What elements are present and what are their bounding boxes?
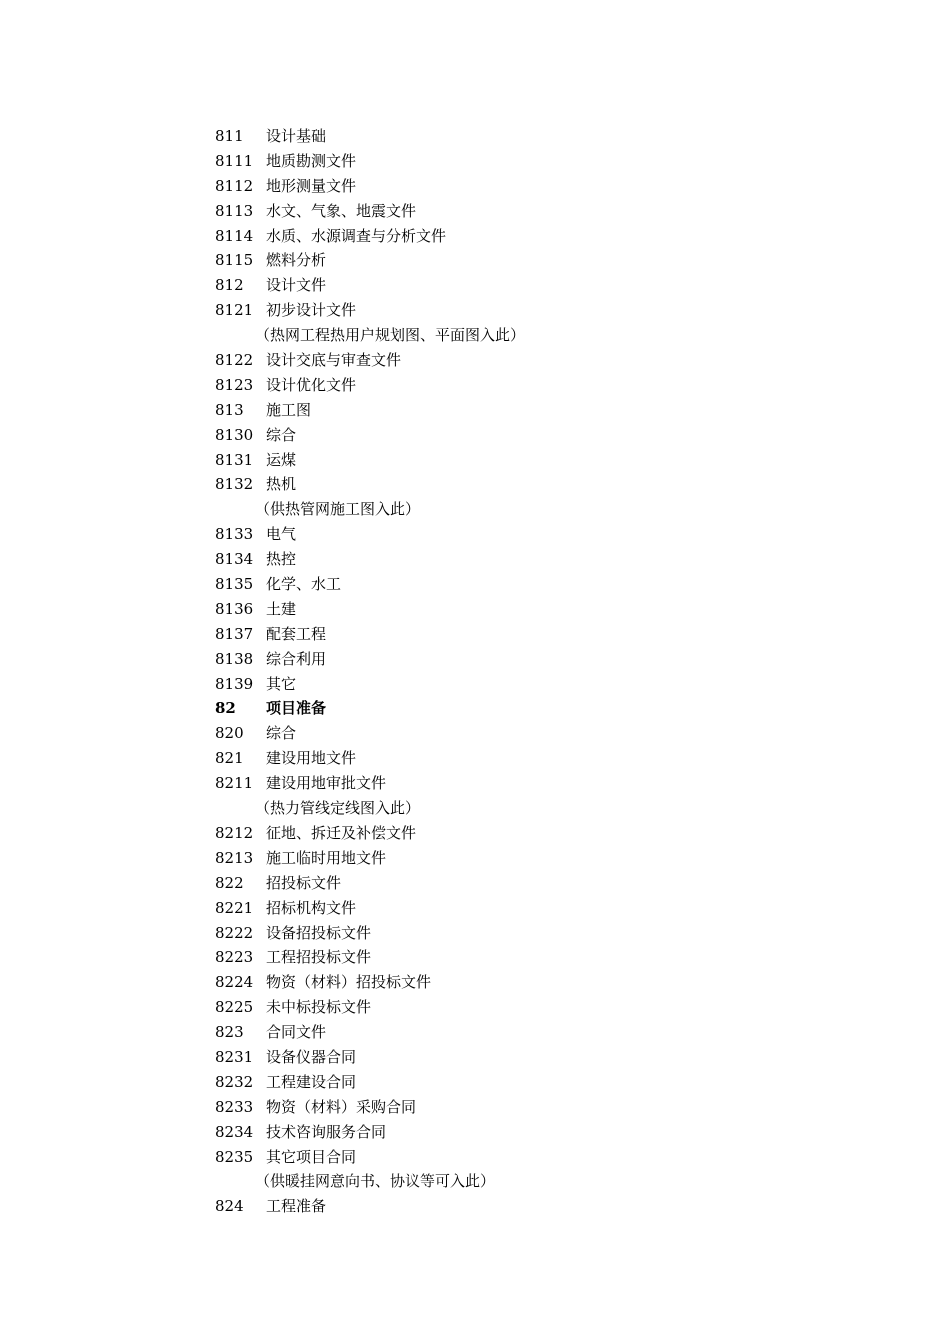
list-item bbox=[215, 572, 855, 597]
item-label: 燃料分析 bbox=[266, 251, 327, 270]
list-item bbox=[215, 1145, 855, 1170]
list-item bbox=[215, 672, 855, 697]
item-label: 配套工程 bbox=[266, 624, 327, 643]
item-label: 招投标文件 bbox=[266, 873, 342, 892]
item-code: 8235 bbox=[215, 1147, 254, 1166]
item-code: 8232 bbox=[215, 1072, 254, 1091]
list-item bbox=[215, 821, 855, 846]
item-label: 建设用地文件 bbox=[266, 749, 357, 768]
list-item bbox=[215, 373, 855, 398]
list-item bbox=[215, 273, 855, 298]
list-item bbox=[215, 1095, 855, 1120]
item-label: 征地、拆迁及补偿文件 bbox=[266, 823, 417, 842]
list-item bbox=[215, 995, 855, 1020]
list-item bbox=[215, 896, 855, 921]
list-item bbox=[215, 647, 855, 672]
list-item bbox=[215, 746, 855, 771]
list-item bbox=[215, 696, 855, 721]
list-item bbox=[215, 348, 855, 373]
list-item bbox=[215, 871, 855, 896]
item-code: 8137 bbox=[215, 624, 254, 643]
item-code: 8211 bbox=[215, 774, 254, 793]
item-label: 化学、水工 bbox=[266, 575, 342, 594]
item-code: 8213 bbox=[215, 848, 254, 867]
item-label: 建设用地审批文件 bbox=[266, 774, 387, 793]
item-code: 8139 bbox=[215, 674, 254, 693]
item-label: 物资（材料）招投标文件 bbox=[266, 973, 432, 992]
item-code: 813 bbox=[215, 400, 244, 419]
item-label: 施工图 bbox=[266, 400, 312, 419]
list-item bbox=[215, 423, 855, 448]
list-item bbox=[215, 846, 855, 871]
item-code: 8138 bbox=[215, 649, 254, 668]
item-label: 热控 bbox=[266, 550, 297, 569]
list-item bbox=[215, 945, 855, 970]
item-code: 8123 bbox=[215, 375, 254, 394]
item-label: 土建 bbox=[266, 599, 297, 618]
item-label: 综合 bbox=[266, 425, 297, 444]
list-item bbox=[215, 1120, 855, 1145]
item-label: 电气 bbox=[266, 525, 297, 544]
item-code: 8113 bbox=[215, 201, 254, 220]
item-code: 8135 bbox=[215, 575, 254, 594]
item-label: 技术咨询服务合同 bbox=[266, 1122, 387, 1141]
item-code: 820 bbox=[215, 724, 244, 743]
item-label: 其它 bbox=[266, 674, 297, 693]
item-label: 地形测量文件 bbox=[266, 176, 357, 195]
item-code: 8231 bbox=[215, 1047, 254, 1066]
list-item bbox=[215, 1045, 855, 1070]
item-label: 综合 bbox=[266, 724, 297, 743]
item-label: 未中标投标文件 bbox=[266, 998, 372, 1017]
item-label: 运煤 bbox=[266, 450, 297, 469]
item-code: 822 bbox=[215, 873, 244, 892]
list-item bbox=[215, 597, 855, 622]
item-label: 合同文件 bbox=[266, 1023, 327, 1042]
list-item bbox=[215, 448, 855, 473]
list-note bbox=[215, 1169, 855, 1194]
item-label: 设备仪器合同 bbox=[266, 1047, 357, 1066]
list-item bbox=[215, 174, 855, 199]
item-label: 水文、气象、地震文件 bbox=[266, 201, 417, 220]
list-item bbox=[215, 1070, 855, 1095]
item-label: 工程建设合同 bbox=[266, 1072, 357, 1091]
list-item bbox=[215, 970, 855, 995]
list-item bbox=[215, 622, 855, 647]
list-item bbox=[215, 224, 855, 249]
item-code: 821 bbox=[215, 749, 244, 768]
list-item bbox=[215, 398, 855, 423]
item-code: 8224 bbox=[215, 973, 254, 992]
item-code: 8234 bbox=[215, 1122, 254, 1141]
item-code: 8136 bbox=[215, 599, 254, 618]
item-label: 工程招投标文件 bbox=[266, 948, 372, 967]
item-code: 8122 bbox=[215, 351, 254, 370]
item-code: 8132 bbox=[215, 475, 254, 494]
item-label: 地质勘测文件 bbox=[266, 151, 357, 170]
list-item bbox=[215, 921, 855, 946]
item-note-text: （热网工程热用户规划图、平面图入此） bbox=[255, 326, 526, 345]
item-note-text: （供暖挂网意向书、协议等可入此） bbox=[255, 1172, 496, 1191]
list-note bbox=[215, 796, 855, 821]
item-label: 设计交底与审查文件 bbox=[266, 351, 402, 370]
item-code: 812 bbox=[215, 276, 244, 295]
list-note bbox=[215, 497, 855, 522]
item-code: 8111 bbox=[215, 151, 254, 170]
item-code: 8121 bbox=[215, 301, 254, 320]
item-code: 8114 bbox=[215, 226, 254, 245]
item-label: 项目准备 bbox=[266, 699, 327, 718]
list-item bbox=[215, 248, 855, 273]
item-code: 8233 bbox=[215, 1097, 254, 1116]
item-code: 8223 bbox=[215, 948, 254, 967]
item-code: 811 bbox=[215, 127, 244, 145]
item-code: 8225 bbox=[215, 998, 254, 1017]
item-label: 设备招投标文件 bbox=[266, 923, 372, 942]
item-note-text: （供热管网施工图入此） bbox=[255, 500, 421, 519]
item-code: 824 bbox=[215, 1197, 244, 1216]
item-label: 初步设计文件 bbox=[266, 301, 357, 320]
item-label: 招标机构文件 bbox=[266, 898, 357, 917]
item-label: 热机 bbox=[266, 475, 297, 494]
item-note-text: （热力管线定线图入此） bbox=[255, 799, 421, 818]
item-code: 8222 bbox=[215, 923, 254, 942]
item-code: 82 bbox=[215, 699, 236, 718]
item-label: 其它项目合同 bbox=[266, 1147, 357, 1166]
item-label: 综合利用 bbox=[266, 649, 327, 668]
list-item bbox=[215, 149, 855, 174]
list-item bbox=[215, 547, 855, 572]
item-code: 8221 bbox=[215, 898, 254, 917]
item-label: 设计优化文件 bbox=[266, 375, 357, 394]
item-label: 设计文件 bbox=[266, 276, 327, 295]
item-code: 8131 bbox=[215, 450, 254, 469]
list-item bbox=[215, 298, 855, 323]
list-item bbox=[215, 1194, 855, 1219]
item-label: 设计基础 bbox=[266, 127, 327, 145]
item-label: 物资（材料）采购合同 bbox=[266, 1097, 417, 1116]
list-note bbox=[215, 323, 855, 348]
archive-classification-list bbox=[215, 124, 855, 1219]
list-item bbox=[215, 1020, 855, 1045]
item-code: 8115 bbox=[215, 251, 254, 270]
item-code: 823 bbox=[215, 1023, 244, 1042]
item-code: 8212 bbox=[215, 823, 254, 842]
list-item bbox=[215, 199, 855, 224]
item-code: 8134 bbox=[215, 550, 254, 569]
item-label: 施工临时用地文件 bbox=[266, 848, 387, 867]
list-item bbox=[215, 721, 855, 746]
item-label: 工程准备 bbox=[266, 1197, 327, 1216]
item-code: 8130 bbox=[215, 425, 254, 444]
item-code: 8112 bbox=[215, 176, 254, 195]
item-code: 8133 bbox=[215, 525, 254, 544]
list-item bbox=[215, 124, 855, 149]
item-label: 水质、水源调查与分析文件 bbox=[266, 226, 447, 245]
list-item bbox=[215, 522, 855, 547]
list-item bbox=[215, 472, 855, 497]
list-item bbox=[215, 771, 855, 796]
